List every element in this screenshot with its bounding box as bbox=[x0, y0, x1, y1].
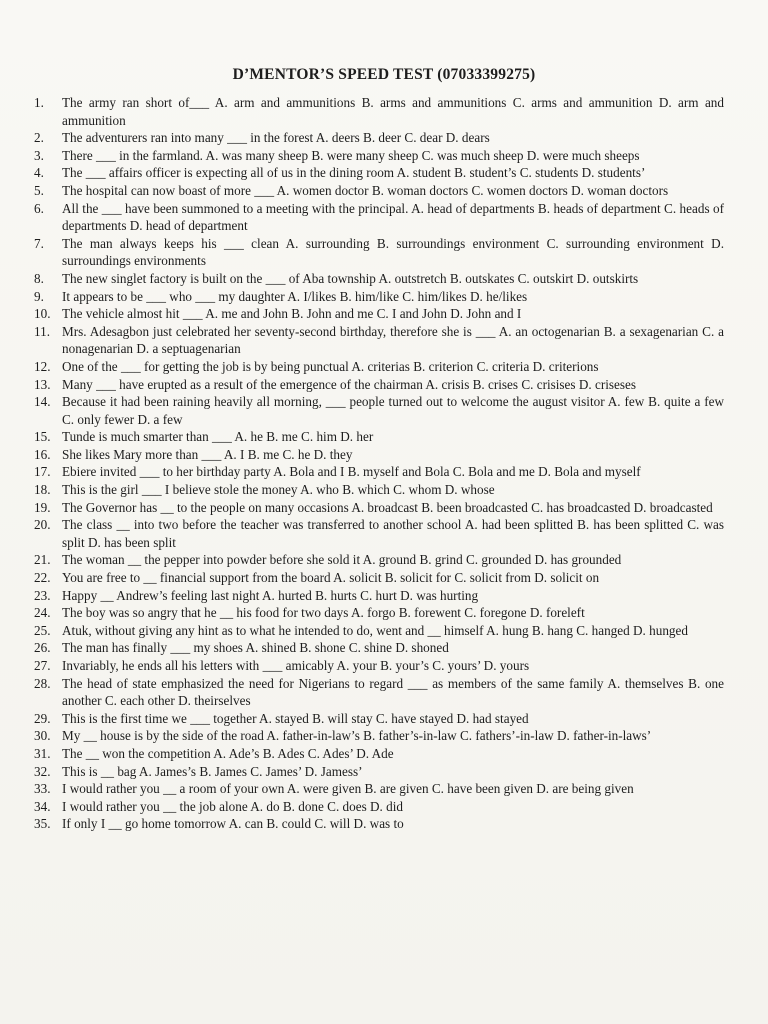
question-item bbox=[34, 569, 724, 587]
question-number: 11. bbox=[34, 323, 50, 339]
question-item bbox=[34, 763, 724, 781]
question-item bbox=[34, 604, 724, 622]
question-item bbox=[34, 147, 724, 165]
question-text: This is the girl ___ I believe stole the money A. who B. which C. whom D. whose bbox=[62, 482, 495, 498]
question-text: The class __ into two before the teacher was transferred to another school A. had been splitted B. has been splitted C. was split D. has been split bbox=[62, 517, 724, 550]
question-number: 26. bbox=[34, 640, 51, 656]
question-number: 8. bbox=[34, 270, 44, 286]
question-number: 33. bbox=[34, 781, 51, 797]
question-number: 35. bbox=[34, 816, 51, 832]
question-item bbox=[34, 235, 724, 270]
question-number: 22. bbox=[34, 570, 51, 586]
question-number: 23. bbox=[34, 587, 51, 603]
question-number: 2. bbox=[34, 130, 44, 146]
question-number: 13. bbox=[34, 376, 51, 392]
question-text: The man always keeps his ___ clean A. surrounding B. surroundings environment C. surrounding environment D. surroundings environments bbox=[62, 235, 724, 269]
question-text: The woman __ the pepper into powder before she sold it A. ground B. grind C. grounded D. has grounded bbox=[62, 552, 622, 568]
question-number: 5. bbox=[34, 182, 44, 198]
question-text: I would rather you __ the job alone A. do B. done C. does D. did bbox=[62, 798, 403, 814]
question-number: 16. bbox=[34, 446, 51, 462]
question-text: There ___ in the farmland. A. was many sheep B. were many sheep C. was much sheep D. were much sheeps bbox=[62, 147, 640, 163]
question-number: 15. bbox=[34, 429, 51, 445]
question-text: The adventurers ran into many ___ in the forest A. deers B. deer C. dear D. dears bbox=[62, 130, 490, 146]
question-number: 29. bbox=[34, 710, 51, 726]
page-title: D’MENTOR’S SPEED TEST (07033399275) bbox=[232, 66, 536, 83]
question-number: 27. bbox=[34, 658, 51, 673]
question-text: The army ran short of___ A. arm and ammunitions B. arms and ammunitions C. arms and ammunition D. arm and ammunition bbox=[62, 95, 724, 128]
question-item bbox=[34, 305, 724, 323]
question-item bbox=[34, 710, 724, 728]
question-number: 31. bbox=[34, 745, 51, 761]
question-number: 12. bbox=[34, 358, 51, 374]
question-number: 17. bbox=[34, 464, 51, 480]
question-item bbox=[34, 270, 724, 288]
question-text: The Governor has __ to the people on many occasions A. broadcast B. been broadcasted C. has broadcasted D. broadcasted bbox=[62, 499, 713, 515]
question-item bbox=[34, 323, 724, 358]
question-text: Because it had been raining heavily all morning, ___ people turned out to welcome the august visitor A. few B. quite a few C. only fewer D. a few bbox=[62, 394, 724, 427]
question-item bbox=[34, 200, 724, 235]
question-item bbox=[34, 428, 724, 446]
question-item bbox=[34, 463, 724, 481]
question-number: 24. bbox=[34, 605, 51, 621]
question-item bbox=[34, 798, 724, 816]
question-number: 9. bbox=[34, 288, 44, 304]
question-item bbox=[34, 727, 724, 745]
question-item bbox=[34, 164, 724, 182]
question-text: The man has finally ___ my shoes A. shined B. shone C. shine D. shoned bbox=[62, 640, 449, 656]
question-item bbox=[34, 393, 724, 428]
question-item bbox=[34, 639, 724, 657]
question-text: This is __ bag A. James’s B. James C. James’ D. Jamess’ bbox=[62, 763, 363, 779]
question-text: Invariably, he ends all his letters with ___ amicably A. your B. your’s C. yours’ D. yours bbox=[62, 658, 530, 673]
question-text: Ebiere invited ___ to her birthday party A. Bola and I B. myself and Bola C. Bola and me D. Bola and myself bbox=[62, 464, 641, 480]
question-text: You are free to __ financial support from the board A. solicit B. solicit for C. solicit from D. solicit on bbox=[62, 570, 600, 586]
question-list bbox=[34, 94, 724, 833]
question-item bbox=[34, 499, 724, 517]
question-text: Tunde is much smarter than ___ A. he B. me C. him D. her bbox=[62, 429, 374, 445]
question-number: 7. bbox=[34, 235, 44, 251]
question-number: 20. bbox=[34, 517, 51, 533]
question-number: 3. bbox=[34, 147, 44, 163]
question-text: Happy __ Andrew’s feeling last night A. hurted B. hurts C. hurt D. was hurting bbox=[62, 587, 479, 603]
question-item bbox=[34, 745, 724, 763]
question-text: My __ house is by the side of the road A. father-in-law’s B. father’s-in-law C. fathers’-in-law D. father-in-laws’ bbox=[62, 728, 652, 744]
question-number: 4. bbox=[34, 165, 44, 181]
question-item bbox=[34, 657, 724, 675]
question-text: The new singlet factory is built on the ___ of Aba township A. outstretch B. outskates C. outskirt D. outskirts bbox=[62, 270, 639, 286]
question-text: Atuk, without giving any hint as to what he intended to do, went and __ himself A. hung B. hang C. hanged D. hunged bbox=[62, 622, 688, 638]
question-number: 19. bbox=[34, 499, 51, 515]
question-number: 1. bbox=[34, 95, 44, 110]
question-number: 28. bbox=[34, 675, 51, 691]
question-item bbox=[34, 182, 724, 200]
question-number: 14. bbox=[34, 394, 51, 410]
question-number: 32. bbox=[34, 763, 51, 779]
question-text: One of the ___ for getting the job is by being punctual A. criterias B. criterion C. criteria D. criterions bbox=[62, 358, 599, 374]
question-text: The head of state emphasized the need for Nigerians to regard ___ as members of the same family A. themselves B. one another C. each other D. theirselves bbox=[62, 675, 724, 709]
question-text: Mrs. Adesagbon just celebrated her seventy-second birthday, therefore she is ___ A. an octogenarian B. a sexagenarian C. a nonagenarian D. a septuagenarian bbox=[62, 323, 724, 357]
question-number: 18. bbox=[34, 482, 51, 498]
question-number: 21. bbox=[34, 552, 51, 568]
question-text: The hospital can now boast of more ___ A. women doctor B. woman doctors C. women doctors D. woman doctors bbox=[62, 182, 669, 198]
question-text: The boy was so angry that he __ his food for two days A. forgo B. forewent C. foregone D. foreleft bbox=[62, 605, 585, 621]
question-text: It appears to be ___ who ___ my daughter A. I/likes B. him/like C. him/likes D. he/likes bbox=[62, 288, 528, 304]
question-text: This is the first time we ___ together A. stayed B. will stay C. have stayed D. had stayed bbox=[62, 710, 529, 726]
question-item bbox=[34, 358, 724, 376]
question-item bbox=[34, 622, 724, 640]
question-item bbox=[34, 815, 724, 833]
question-number: 10. bbox=[34, 306, 51, 322]
question-text: The vehicle almost hit ___ A. me and John B. John and me C. I and John D. John and I bbox=[62, 306, 522, 322]
question-item bbox=[34, 288, 724, 306]
question-item bbox=[34, 780, 724, 798]
question-item bbox=[34, 551, 724, 569]
question-item bbox=[34, 516, 724, 551]
question-item bbox=[34, 587, 724, 605]
question-number: 25. bbox=[34, 622, 51, 638]
question-text: The __ won the competition A. Ade’s B. Ades C. Ades’ D. Ade bbox=[62, 745, 394, 761]
question-text: All the ___ have been summoned to a meeting with the principal. A. head of departments B. heads of department C. heads of departments D. head of department bbox=[62, 200, 724, 234]
question-text: She likes Mary more than ___ A. I B. me C. he D. they bbox=[62, 446, 353, 462]
question-number: 6. bbox=[34, 200, 44, 216]
question-number: 30. bbox=[34, 728, 51, 744]
question-item bbox=[34, 94, 724, 129]
question-text: The ___ affairs officer is expecting all of us in the dining room A. student B. student’s C. students D. students’ bbox=[62, 165, 646, 181]
question-item bbox=[34, 446, 724, 464]
question-text: I would rather you __ a room of your own A. were given B. are given C. have been given D. are being given bbox=[62, 781, 634, 797]
question-item bbox=[34, 129, 724, 147]
question-number: 34. bbox=[34, 798, 51, 814]
question-item bbox=[34, 376, 724, 394]
question-text: Many ___ have erupted as a result of the emergence of the chairman A. crisis B. crises C. crisises D. criseses bbox=[62, 376, 636, 392]
question-item bbox=[34, 675, 724, 710]
question-text: If only I __ go home tomorrow A. can B. could C. will D. was to bbox=[62, 816, 404, 832]
question-item bbox=[34, 481, 724, 499]
